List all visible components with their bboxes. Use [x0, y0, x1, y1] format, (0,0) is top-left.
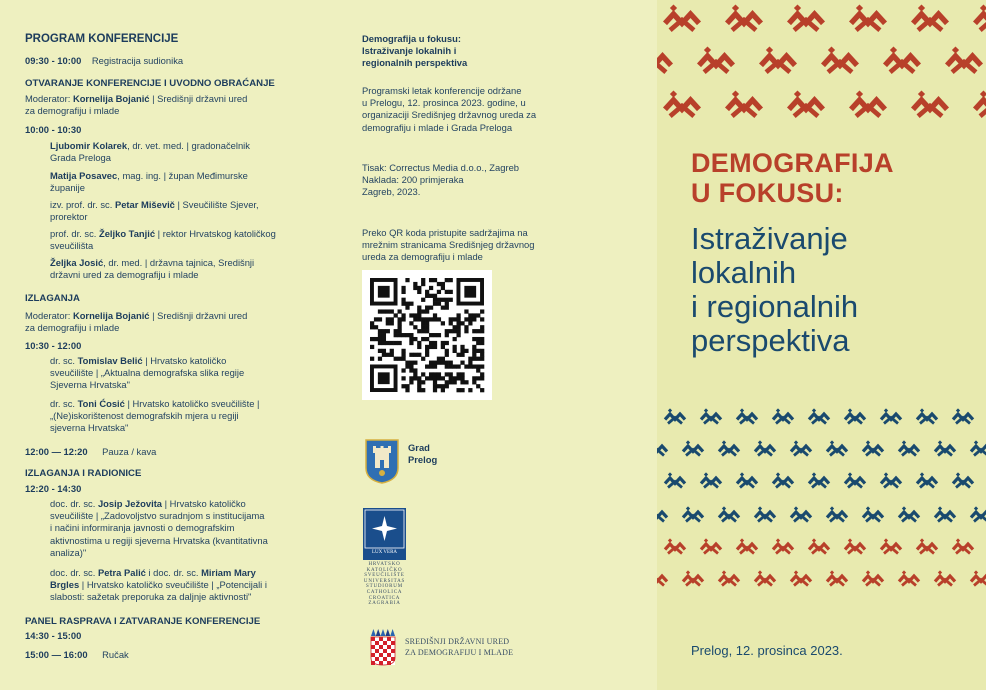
break-row: 12:00 — 12:20 Pauza / kava [25, 446, 157, 457]
lux-vera-label: LUX VERA [371, 550, 398, 555]
program-title: PROGRAM KONFERENCIJE [25, 33, 179, 45]
session4-title: PANEL RASPRAVA I ZATVARANJE KONFERENCIJE [25, 616, 261, 627]
croatian-coat-of-arms-icon [370, 628, 396, 666]
session2-moderator: Moderator: Kornelija Bojanić | Središnji državni ured za demografiju i mlade [25, 310, 248, 334]
registration-label: Registracija sudionika [91, 55, 184, 66]
qr-instructions: Preko QR koda pristupite sadržajima na mrežnim stranicama Središnjeg državnog ureda za demografiju i mlade [362, 227, 535, 263]
session3-speaker2: doc. dr. sc. Petra Palić i doc. dr. sc. Miriam Mary Brgles | Hrvatsko katoličko sveučilište | „Potencijali i slabosti: sažetak preporuka za daljnje aktivnosti" [50, 567, 267, 603]
cover-column [657, 0, 986, 690]
session3-title: IZLAGANJA I RADIONICE [25, 468, 142, 479]
ured-label: SREDIŠNJI DRŽAVNI URED ZA DEMOGRAFIJU I MLADE [405, 637, 514, 657]
registration-time: 09:30 - 10:00 [25, 55, 82, 66]
session3-time: 12:20 - 14:30 [25, 483, 82, 494]
prelog-coat-of-arms-icon [364, 438, 400, 484]
hks-text-line: SVEUČILIŠTE [364, 573, 405, 579]
session1-speaker4: prof. dr. sc. Željko Tanjić | rektor Hrvatskog katoličkog sveučilišta [50, 228, 276, 252]
session4-time: 14:30 - 15:00 [25, 630, 82, 641]
hks-text [363, 562, 406, 607]
leaflet-title: Demografija u fokusu: Istraživanje lokalnih i regionalnih perspektiva [362, 33, 468, 69]
session1-title: OTVARANJE KONFERENCIJE I UVODNO OBRAĆANJE [25, 78, 275, 89]
hks-text-line: CROATICA [368, 595, 401, 601]
hks-text-line: CATHOLICA [366, 589, 403, 595]
session2-speaker1: dr. sc. Tomislav Belić | Hrvatsko katoličko sveučilište | „Aktualna demografska slika regije Sjeverna Hrvatska" [50, 355, 245, 391]
session1-speaker3: izv. prof. dr. sc. Petar Miševič | Sveučilište Sjever, prorektor [50, 199, 259, 223]
qr-code-icon [362, 270, 492, 400]
session3-speaker1: doc. dr. sc. Josip Ježovita | Hrvatsko katoličko sveučilište | „Zadovoljstvo suradnjom s institucijama i načini informiranja javnosti o demografskim aktivnostima u regiji sjeverna Hrvatska (kvantitativna analiza)" [50, 498, 268, 558]
hks-text-line: HRVATSKO [368, 562, 401, 567]
hks-text-line: ZAGRABIA [368, 601, 401, 607]
red-house-pattern-icon [657, 0, 986, 136]
cover-footer: Prelog, 12. prosinca 2023. [691, 643, 843, 658]
session2-speaker2: dr. sc. Toni Ćosić | Hrvatsko katoličko sveučilište | „(Ne)iskorištenost demografskih mjera u regiji sjeverna Hrvatska" [50, 398, 260, 434]
mixed-house-pattern-icon [657, 404, 986, 594]
leaflet-description: Programski letak konferencije održane u Prelogu, 12. prosinca 2023. godine, u organizaciji Središnjeg državnog ureda za demografiju i mlade i Grada Preloga [362, 85, 537, 133]
session1-speaker5: Željka Josić, dr. med. | državna tajnica, Središnji državni ured za demografiju i mlade [50, 257, 255, 281]
cover-blue-title: Istraživanje lokalnih i regionalnih perspektiva [691, 221, 859, 358]
cover-red-title: DEMOGRAFIJA U FOKUSU: [691, 148, 894, 208]
print-info: Tisak: Correctus Media d.o.o., Zagreb Naklada: 200 primjeraka Zagreb, 2023. [362, 162, 520, 198]
info-column [330, 0, 657, 690]
session2-title: IZLAGANJA [25, 293, 80, 304]
session2-time: 10:30 - 12:00 [25, 340, 82, 351]
hks-text-line: STUDIORUM [366, 584, 403, 590]
session1-time: 10:00 - 10:30 [25, 124, 82, 135]
session1-speaker1: Ljubomir Kolarek, dr. vet. med. | gradonačelnik Grada Preloga [50, 140, 250, 164]
hks-text-line: UNIVERSITAS [363, 578, 406, 584]
hks-text-line: KATOLIČKO [366, 567, 403, 573]
lunch-row: 15:00 — 16:00 Ručak [25, 649, 129, 660]
registration-row [25, 55, 183, 67]
session1-speaker2: Matija Posavec, mag. ing. | župan Međimurske županije [50, 170, 248, 194]
hks-logo-icon [363, 508, 406, 560]
grad-prelog-label: Grad Prelog [408, 442, 438, 466]
program-column [0, 0, 330, 690]
qr-code[interactable] [362, 270, 492, 400]
session1-moderator: Moderator: Kornelija Bojanić | Središnji državni ured za demografiju i mlade [25, 93, 248, 117]
